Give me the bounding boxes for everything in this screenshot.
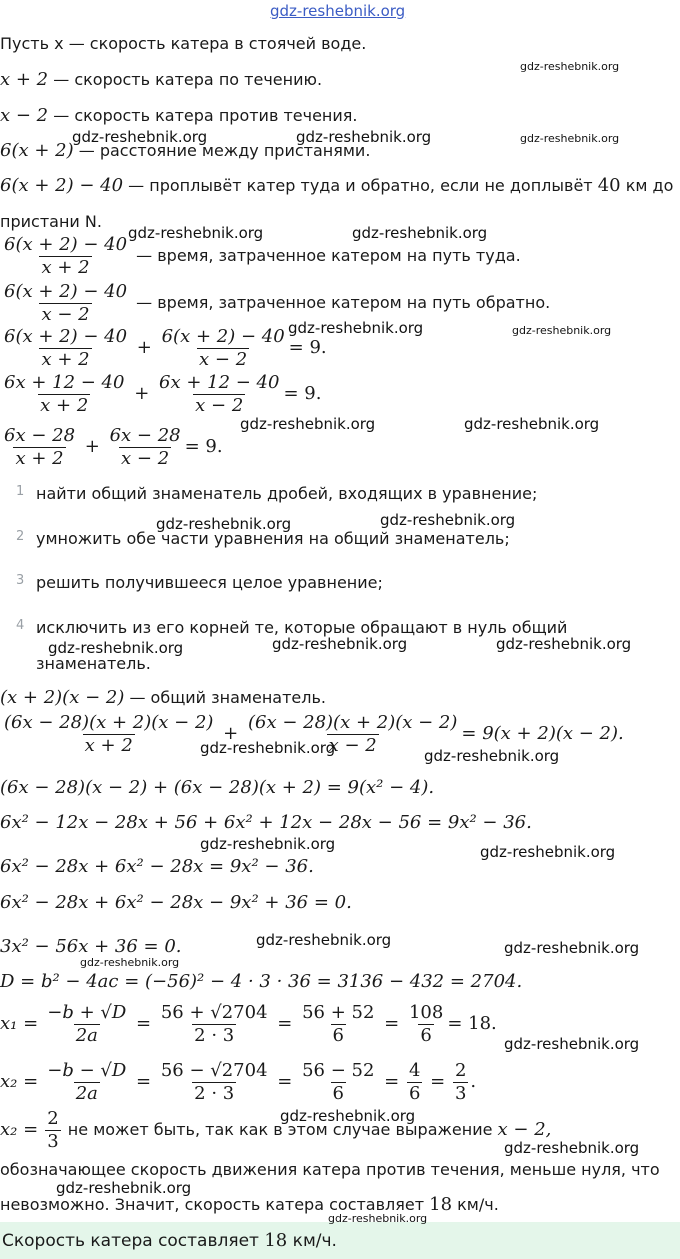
watermark: gdz-reshebnik.org <box>352 224 488 242</box>
fraction <box>159 1060 270 1105</box>
fraction-denominator: 3 <box>47 1131 59 1152</box>
fraction-denominator: 6 <box>332 1083 344 1104</box>
watermark: gdz-reshebnik.org <box>240 415 376 433</box>
root-label: x₂ = <box>0 1071 39 1092</box>
fraction <box>407 1002 445 1047</box>
fraction <box>157 372 281 417</box>
fraction-numerator: 6(x + 2) − 40 <box>161 326 285 347</box>
conclusion-line-1 <box>0 1108 551 1153</box>
line-text: км до <box>620 176 674 195</box>
fraction-denominator: x + 2 <box>84 735 133 756</box>
solution-line-2: $\frac{(6x - 28)(x + 2)(x - 2)}{x + 2}$ + $\frac{(6x - 28)(x + 2)(x - 2)}{x - 2}$ = 9(x + 2)(x − 2). <box>4 712 624 756</box>
step-text: исключить из его корней те, которые обращают в нуль общий <box>36 618 568 637</box>
fraction-denominator: 2a <box>75 1025 98 1046</box>
fraction-numerator: −b − √D <box>47 1060 127 1081</box>
math-expr: 6(x + 2) <box>0 140 74 161</box>
watermark: gdz-reshebnik.org <box>520 60 620 73</box>
step-text: решить получившееся целое уравнение; <box>36 573 383 592</box>
solution-line-1 <box>0 688 326 708</box>
step-text-continued: знаменатель. <box>36 654 151 673</box>
line-text: км/ч. <box>452 1195 499 1214</box>
step-text: найти общий знаменатель дробей, входящих в уравнение; <box>36 484 538 503</box>
watermark: gdz-reshebnik.org <box>328 1212 428 1225</box>
watermark: gdz-reshebnik.org <box>520 132 620 145</box>
root-x2-line: x₂ = $\frac{-b - √D}{2a}$ = $\frac{56 - √2704}{2 \cdot 3}$ = $\frac{56 - 52}{6}$ = $\frac{4}{6}$ = $\frac{2}{3}$ . <box>0 1060 477 1104</box>
line-text: — расстояние между пристанями. <box>73 141 371 160</box>
fraction <box>45 1002 128 1047</box>
fraction-numerator: 2 <box>47 1108 59 1129</box>
watermark: gdz-reshebnik.org <box>496 635 632 653</box>
fraction <box>407 1060 422 1105</box>
intro-line-6: пристани N. <box>0 212 102 231</box>
fraction-denominator: 2a <box>75 1083 98 1104</box>
watermark: gdz-reshebnik.org <box>504 939 640 957</box>
answer-text <box>2 1230 337 1251</box>
fraction <box>453 1060 468 1105</box>
watermark: gdz-reshebnik.org <box>72 128 208 146</box>
fraction <box>2 281 129 326</box>
watermark: gdz-reshebnik.org <box>480 843 616 861</box>
line-text: — скорость катера против течения. <box>48 106 358 125</box>
fraction-numerator: −b + √D <box>47 1002 127 1023</box>
fraction-denominator: x − 2 <box>121 448 170 469</box>
fraction-denominator: x + 2 <box>15 448 64 469</box>
root-x1-line: x₁ = $\frac{-b + √D}{2a}$ = $\frac{56 + √2704}{2 \cdot 3}$ = $\frac{56 + 52}{6}$ = $\frac{108}{6}$ = 18. <box>0 1002 497 1046</box>
intro-line-2 <box>0 70 322 90</box>
fraction <box>108 425 183 470</box>
watermark: gdz-reshebnik.org <box>504 1035 640 1053</box>
discriminant-line: D = b² − 4ac = (−56)² − 4 · 3 · 36 = 3136 − 432 = 2704. <box>0 971 523 992</box>
answer-label: Скорость катера составляет <box>2 1231 265 1251</box>
equation-rhs: = 9. <box>283 383 322 404</box>
solution-line-4: 6x² − 12x − 28x + 56 + 6x² + 12x − 28x − 56 = 9x² − 36. <box>0 812 532 833</box>
fraction <box>2 326 129 371</box>
fraction-numerator: 56 − 52 <box>302 1060 375 1081</box>
solution-line-5: 6x² − 28x + 6x² − 28x = 9x² − 36. <box>0 856 314 877</box>
fraction-denominator: x + 2 <box>40 395 89 416</box>
fraction-numerator: 56 + √2704 <box>160 1002 268 1023</box>
line-text: — время, затраченное катером на путь туда. <box>131 246 521 265</box>
line-text: невозможно. Значит, скорость катера составляет <box>0 1195 430 1214</box>
fraction-denominator: 3 <box>454 1083 467 1104</box>
watermark: gdz-reshebnik.org <box>512 324 612 337</box>
fraction-denominator: x − 2 <box>328 735 377 756</box>
line-text: не может быть, так как в этом случае выражение <box>62 1120 498 1139</box>
fraction-numerator: (6x − 28)(x + 2)(x − 2) <box>247 712 458 733</box>
fraction-denominator: 6 <box>408 1083 421 1104</box>
fraction-numerator: 6x + 12 − 40 <box>4 372 125 393</box>
math-expr: 6(x + 2) − 40 <box>0 175 124 196</box>
root-end: . <box>470 1071 477 1092</box>
equation-rhs: = 9(x + 2)(x − 2). <box>461 723 624 744</box>
header-watermark-link[interactable]: gdz-reshebnik.org <box>270 2 406 20</box>
fraction-denominator: 2 · 3 <box>194 1083 235 1104</box>
step-number: 2 <box>16 529 25 544</box>
intro-line-5 <box>0 176 673 196</box>
equation-3: $\frac{6x - 28}{x + 2}$ + $\frac{6x - 28}{x - 2}$ = 9. <box>4 425 223 469</box>
line-text: — время, затраченное катером на путь обратно. <box>131 293 551 312</box>
watermark: gdz-reshebnik.org <box>424 747 560 765</box>
fraction-denominator: 6 <box>332 1025 344 1046</box>
fraction-numerator: 108 <box>408 1002 444 1023</box>
fraction-numerator: 2 <box>454 1060 467 1081</box>
fraction-numerator: 4 <box>408 1060 421 1081</box>
fraction-denominator: x − 2 <box>195 395 244 416</box>
step-text: умножить обе части уравнения на общий знаменатель; <box>36 529 510 548</box>
fraction-denominator: x + 2 <box>41 349 90 370</box>
answer-number: 18 <box>264 1230 288 1251</box>
fraction-numerator: 56 + 52 <box>302 1002 375 1023</box>
math-number: 40 <box>597 175 621 196</box>
watermark: gdz-reshebnik.org <box>280 1107 416 1125</box>
watermark: gdz-reshebnik.org <box>380 511 516 529</box>
fraction <box>2 372 126 417</box>
math-expr: x − 2, <box>497 1119 552 1140</box>
root-label: x₂ = <box>0 1119 39 1140</box>
equation-2: $\frac{6x + 12 - 40}{x + 2}$ + $\frac{6x + 12 - 40}{x - 2}$ = 9. <box>4 372 322 416</box>
answer-box <box>0 1222 680 1259</box>
fraction-denominator: 2 · 3 <box>194 1025 235 1046</box>
fraction-numerator: 6x − 28 <box>4 425 76 446</box>
watermark: gdz-reshebnik.org <box>128 224 264 242</box>
watermark: gdz-reshebnik.org <box>56 1179 192 1197</box>
equation-1: $\frac{6(x + 2) - 40}{x + 2}$ + $\frac{6(x + 2) - 40}{x - 2}$ = 9. <box>4 326 327 370</box>
fraction-numerator: 6(x + 2) − 40 <box>4 234 128 255</box>
watermark: gdz-reshebnik.org <box>296 128 432 146</box>
fraction-numerator: 6x − 28 <box>109 425 181 446</box>
watermark: gdz-reshebnik.org <box>464 415 600 433</box>
watermark: gdz-reshebnik.org <box>256 931 392 949</box>
solution-line-7: 3x² − 56x + 36 = 0. <box>0 936 182 957</box>
watermark: gdz-reshebnik.org <box>80 956 180 969</box>
watermark: gdz-reshebnik.org <box>200 739 336 757</box>
fraction-numerator: 6(x + 2) − 40 <box>4 281 128 302</box>
watermark: gdz-reshebnik.org <box>504 1139 640 1157</box>
fraction-numerator: (6x − 28)(x + 2)(x − 2) <box>4 712 214 733</box>
root-result: = 18. <box>447 1013 497 1034</box>
fraction-denominator: x + 2 <box>41 257 90 278</box>
solution-line-3: (6x − 28)(x − 2) + (6x − 28)(x + 2) = 9(x² − 4). <box>0 777 435 798</box>
fraction-numerator: 56 − √2704 <box>160 1060 268 1081</box>
root-label: x₁ = <box>0 1013 39 1034</box>
step-number: 1 <box>16 484 25 499</box>
answer-unit: км/ч. <box>287 1231 337 1251</box>
fraction <box>45 1108 60 1153</box>
time-back-line <box>0 281 550 326</box>
math-expr: x + 2 <box>0 69 49 90</box>
watermark: gdz-reshebnik.org <box>200 835 336 853</box>
fraction <box>2 425 77 470</box>
fraction <box>300 1002 376 1047</box>
intro-line-1: Пусть x — скорость катера в стоячей воде. <box>0 34 367 53</box>
watermark: gdz-reshebnik.org <box>288 319 424 337</box>
conclusion-line-2: обозначающее скорость движения катера против течения, меньше нуля, что <box>0 1160 660 1179</box>
fraction <box>159 1002 270 1047</box>
fraction-numerator: 6(x + 2) − 40 <box>4 326 128 347</box>
watermark: gdz-reshebnik.org <box>272 635 408 653</box>
fraction <box>160 326 287 371</box>
watermark: gdz-reshebnik.org <box>48 639 184 657</box>
step-number: 4 <box>16 618 25 633</box>
fraction-numerator: 6x + 12 − 40 <box>159 372 280 393</box>
fraction-denominator: x − 2 <box>199 349 248 370</box>
fraction <box>45 1060 128 1105</box>
line-text: — общий знаменатель. <box>124 688 326 707</box>
line-text: — скорость катера по течению. <box>48 70 323 89</box>
math-expr: (x + 2)(x − 2) <box>0 687 125 708</box>
watermark: gdz-reshebnik.org <box>156 515 292 533</box>
intro-line-3 <box>0 106 358 126</box>
solution-line-6: 6x² − 28x + 6x² − 28x − 9x² + 36 = 0. <box>0 892 352 913</box>
fraction <box>300 1060 376 1105</box>
math-number: 18 <box>429 1194 453 1215</box>
fraction <box>2 234 129 279</box>
fraction-denominator: x − 2 <box>41 304 90 325</box>
line-text: — проплывёт катер туда и обратно, если не доплывёт <box>123 176 598 195</box>
equation-rhs: = 9. <box>184 436 223 457</box>
fraction-denominator: 6 <box>420 1025 432 1046</box>
math-expr: x − 2 <box>0 105 49 126</box>
step-number: 3 <box>16 573 25 588</box>
fraction <box>2 712 215 757</box>
equation-rhs: = 9. <box>288 337 327 358</box>
